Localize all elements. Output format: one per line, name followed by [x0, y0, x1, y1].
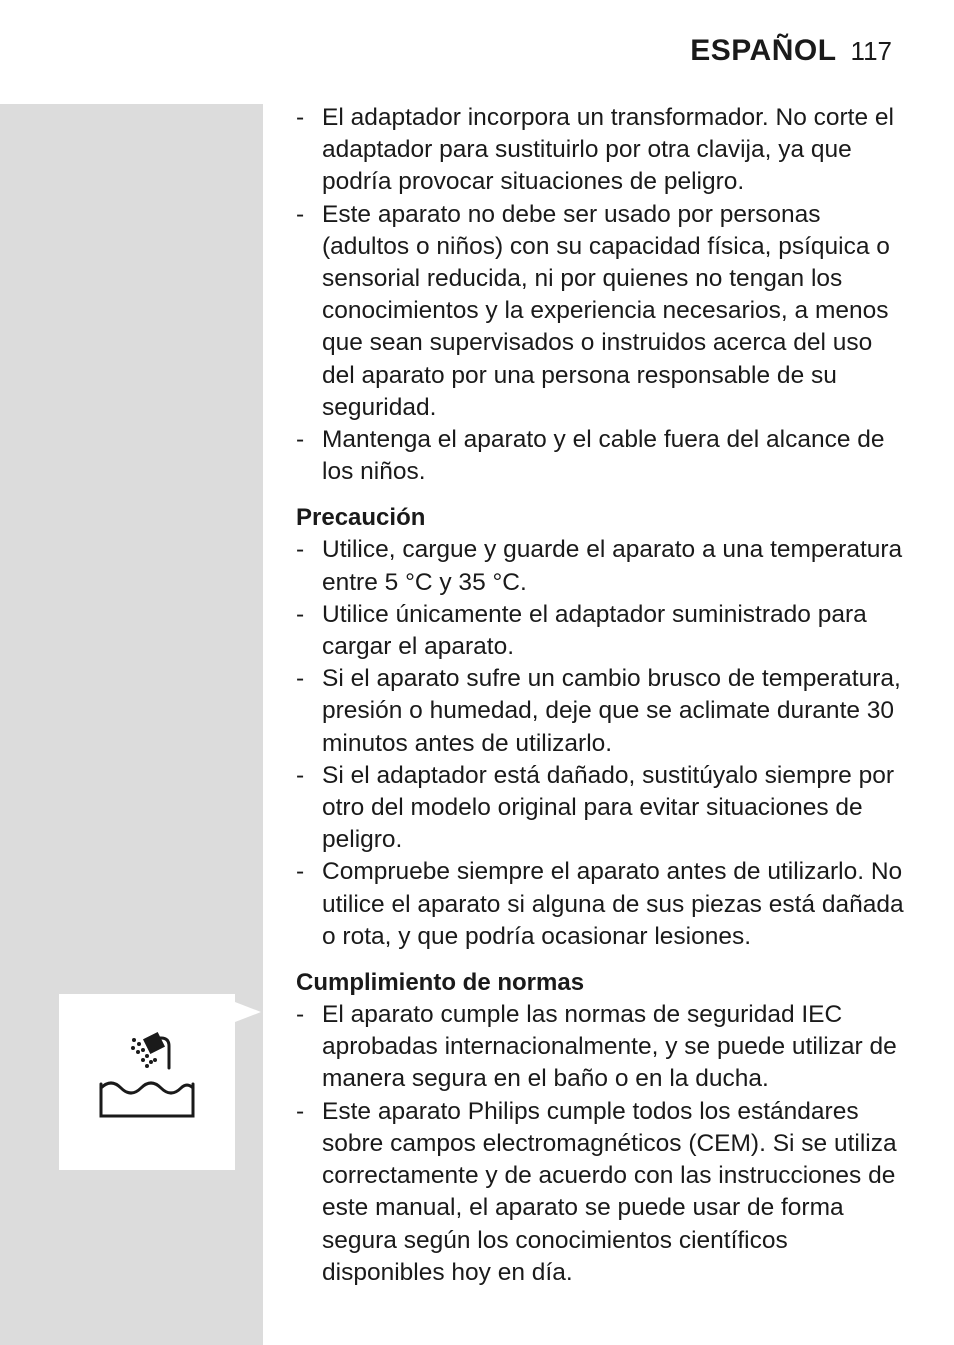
bath-shower-icon	[59, 994, 235, 1170]
list-item: - El adaptador incorpora un transformador. No corte el adaptador para sustituirlo por otra clavija, ya que podría provocar situaciones de peligro.	[296, 102, 906, 199]
intro-list	[296, 102, 906, 488]
section-title-normas: Cumplimiento de normas	[296, 969, 585, 997]
section-title-precaucion: Precaución	[296, 504, 426, 532]
list-item: - Utilice únicamente el adaptador suministrado para cargar el aparato.	[296, 599, 906, 663]
icon-box	[59, 994, 235, 1170]
list-item: - Utilice, cargue y guarde el aparato a una temperatura entre 5 °C y 35 °C.	[296, 534, 906, 598]
page-number: 117	[850, 36, 892, 66]
icon-pointer	[235, 1002, 261, 1022]
page-header	[690, 34, 892, 68]
list-item: - Este aparato no debe ser usado por personas (adultos o niños) con su capacidad física, psíquica o sensorial reducida, ni por quienes no tengan los conocimientos y la experiencia necesarios, a menos que sean supervisados o instruidos acerca del uso del aparato por una persona responsable de su seguridad.	[296, 199, 906, 424]
normas-list	[296, 999, 906, 1289]
language-label: ESPAÑOL	[690, 34, 837, 67]
list-item: - Si el aparato sufre un cambio brusco de temperatura, presión o humedad, deje que se aclimate durante 30 minutos antes de utilizarlo.	[296, 663, 906, 760]
list-item: - Compruebe siempre el aparato antes de utilizarlo. No utilice el aparato si alguna de sus piezas está dañada o rota, y que podría ocasionar lesiones.	[296, 856, 906, 953]
list-item: - El aparato cumple las normas de seguridad IEC aprobadas internacionalmente, y se puede utilizar de manera segura en el baño o en la ducha.	[296, 999, 906, 1096]
main-content	[296, 102, 906, 1289]
precaucion-list	[296, 534, 906, 953]
list-item: - Este aparato Philips cumple todos los estándares sobre campos electromagnéticos (CEM). Si se utiliza correctamente y de acuerdo con las instrucciones de este manual, el aparato se puede usar de forma segura según los conocimientos científicos disponibles hoy en día.	[296, 1096, 906, 1289]
list-item: - Si el adaptador está dañado, sustitúyalo siempre por otro del modelo original para evitar situaciones de peligro.	[296, 760, 906, 857]
list-item: - Mantenga el aparato y el cable fuera del alcance de los niños.	[296, 424, 906, 488]
